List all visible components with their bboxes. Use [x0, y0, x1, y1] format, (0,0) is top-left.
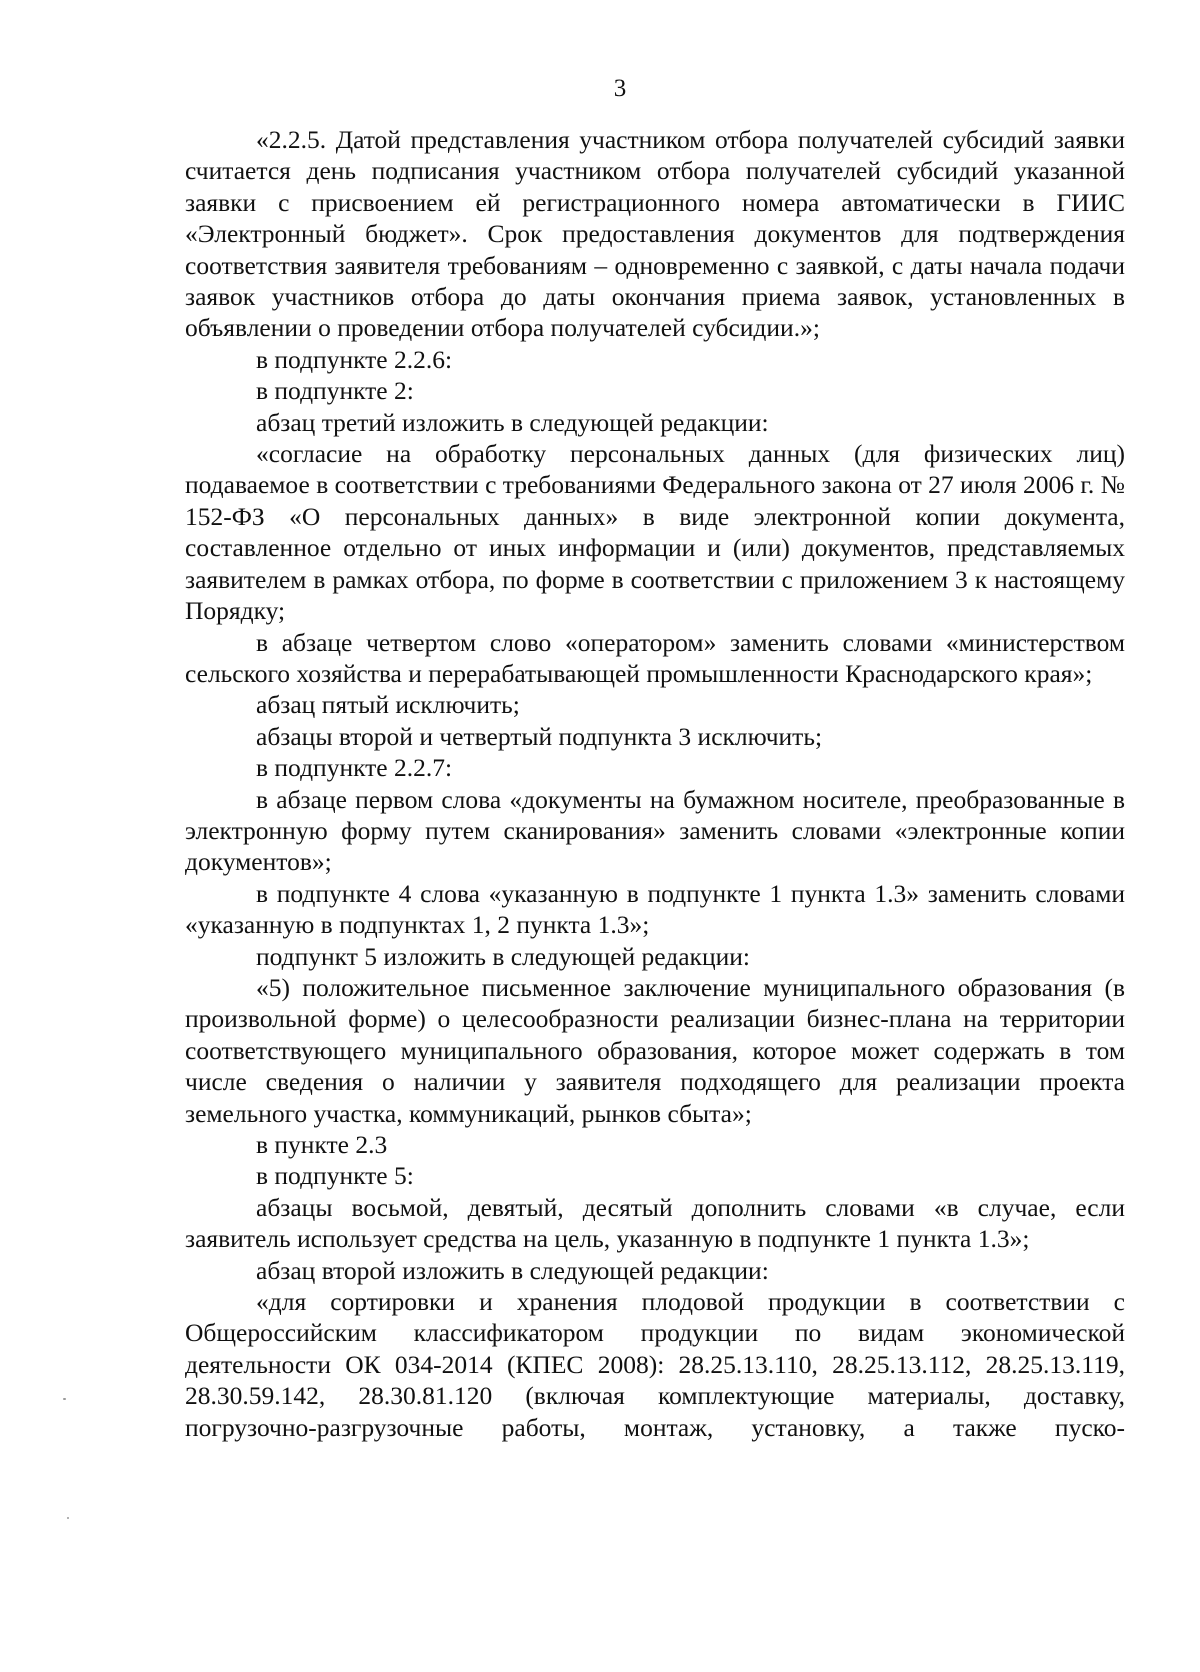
paragraph-second-abzac-instruction: абзац второй изложить в следующей редакции:	[256, 1255, 769, 1285]
paragraph-fruit-sorting-storage: «для сортировки и хранения плодовой продукции в соответствии с Общероссийским классификатором продукции по видам экономической деятельности ОК 034-2014 (КПЕС 2008): 28.25.13.110, 28.25.13.112, 28.25.13.119, 28.30.59.142, 28.30.81.120 (включая комплектующие материалы, доставку, погрузочно-разгрузочные работы, монтаж, установку, а также пуско-	[185, 1287, 1125, 1442]
paragraph-subclause-5-instruction: подпункт 5 изложить в следующей редакции:	[256, 941, 750, 971]
scan-speck	[67, 1517, 69, 1519]
paragraph-subclause-3-exclude: абзацы второй и четвертый подпункта 3 исключить;	[256, 721, 823, 751]
paragraph-subclause-2-2-6: в подпункте 2.2.6:	[256, 344, 453, 374]
paragraph-replace-operator: в абзаце четвертом слово «оператором» заменить словами «министерством сельского хозяйства и перерабатывающей промышленности Краснодарского края»;	[185, 627, 1125, 688]
paragraph-2-2-5: «2.2.5. Датой представления участником отбора получателей субсидий заявки считается день подписания участником отбора получателей субсидий указанной заявки с присвоением ей регистрационного номера автоматически в ГИИС «Электронный бюджет». Срок предоставления документов для подтверждения соответствия заявителя требованиям – одновременно с заявкой, с даты начала подачи заявок участников отбора до даты окончания приема заявок, установленных в объявлении о проведении отбора получателей субсидии.»;	[185, 125, 1125, 343]
paragraph-fifth-abzac-exclude: абзац пятый исключить;	[256, 690, 520, 720]
paragraph-subclause-5: в подпункте 5:	[256, 1161, 414, 1191]
scan-speck	[63, 1398, 66, 1400]
document-body	[185, 124, 1125, 1443]
paragraph-third-abzac-instruction: абзац третий изложить в следующей редакции:	[256, 407, 769, 437]
paragraph-subclause-2-2-7: в подпункте 2.2.7:	[256, 753, 453, 783]
paragraph-municipal-conclusion: «5) положительное письменное заключение муниципального образования (в произвольной форме) о целесообразности реализации бизнес-плана на территории соответствующего муниципального образования, которое может содержать в том числе сведения о наличии у заявителя подходящего для реализации проекта земельного участка, коммуникаций, рынков сбыта»;	[185, 972, 1125, 1128]
paragraph-subclause-4-replace: в подпункте 4 слова «указанную в подпункте 1 пункта 1.3» заменить словами «указанную в подпунктах 1, 2 пункта 1.3»;	[185, 878, 1125, 940]
paragraph-electronic-copies: в абзаце первом слова «документы на бумажном носителе, преобразованные в электронную форму путем сканирования» заменить словами «электронные копии документов»;	[185, 784, 1125, 877]
paragraph-clause-2-3: в пункте 2.3	[256, 1130, 388, 1159]
paragraph-subclause-2: в подпункте 2:	[256, 376, 414, 406]
paragraph-consent-personal-data: «согласие на обработку персональных данных (для физических лиц) подаваемое в соответствии с требованиями Федерального закона от 27 июля 2006 г. № 152-ФЗ «О персональных данных» в виде электронной копии документа, составленное отдельно от иных информации и (или) документов, представляемых заявителем в рамках отбора, по форме в соответствии с приложением 3 к настоящему Порядку;	[185, 439, 1125, 626]
page-number: 3	[613, 75, 627, 102]
paragraph-abzacs-supplement: абзацы восьмой, девятый, десятый дополнить словами «в случае, если заявитель использует средства на цель, указанную в подпункте 1 пункта 1.3»;	[185, 1192, 1125, 1254]
